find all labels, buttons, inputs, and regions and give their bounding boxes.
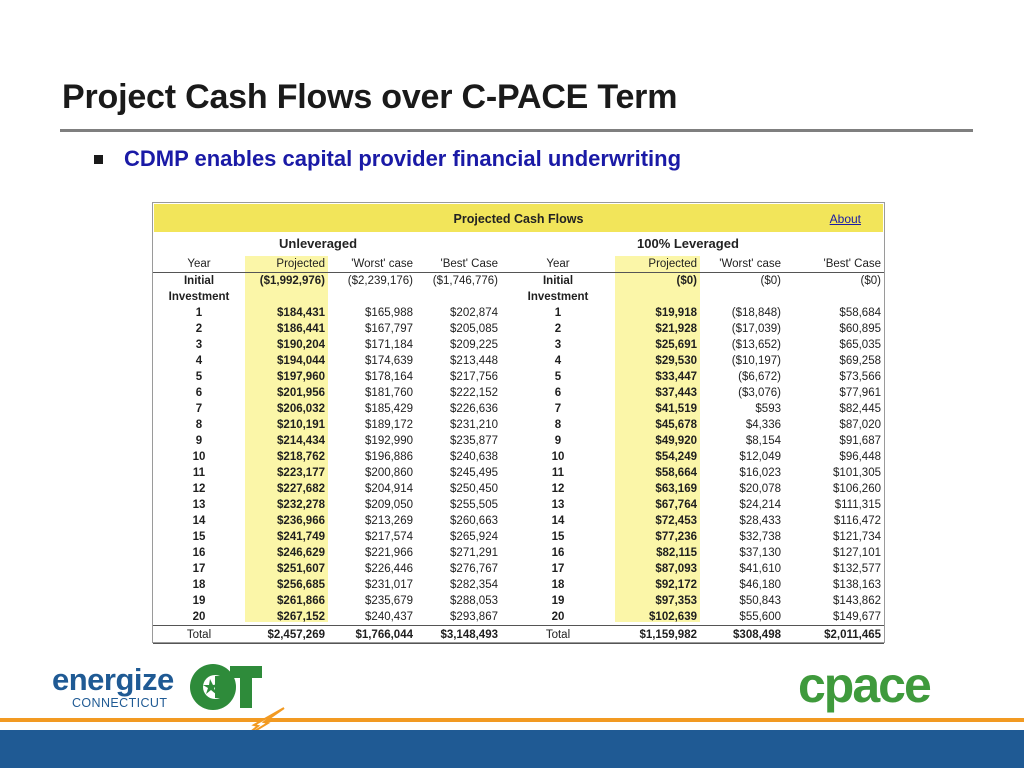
best-case-cell: $127,101 <box>833 547 881 559</box>
projected-cell: $82,115 <box>656 547 697 559</box>
projected-cell: $206,032 <box>277 403 325 415</box>
projected-cell: $214,434 <box>277 435 325 447</box>
best-case-cell: $240,638 <box>450 451 498 463</box>
table-header-row <box>153 256 884 273</box>
year-cell: 7 <box>195 403 203 415</box>
energize-wordmark: energize <box>52 662 174 697</box>
best-case-cell: $226,636 <box>450 403 498 415</box>
bullet-item <box>94 146 681 172</box>
table-row <box>153 545 884 561</box>
total-value: $2,457,269 <box>245 626 328 644</box>
table-row <box>153 273 884 290</box>
projected-cell: $37,443 <box>655 387 697 399</box>
year-cell: 15 <box>551 531 565 543</box>
best-case-cell: $77,961 <box>839 387 881 399</box>
worst-case-cell: $221,966 <box>365 547 413 559</box>
year-cell: 9 <box>195 435 203 447</box>
worst-case-cell: $171,184 <box>365 339 413 351</box>
total-label: Total <box>501 626 615 644</box>
cpace-logo <box>798 660 976 718</box>
best-case-cell: $222,152 <box>450 387 498 399</box>
projected-cell: $29,530 <box>655 355 697 367</box>
year-cell: 16 <box>192 547 206 559</box>
projected-cell: $21,928 <box>655 323 697 335</box>
best-case-cell: $260,663 <box>450 515 498 527</box>
projected-cell: $232,278 <box>277 499 325 511</box>
year-cell: 1 <box>554 307 562 319</box>
col-header-year: Year <box>501 256 615 273</box>
projected-cell: $246,629 <box>277 547 325 559</box>
best-case-cell: $121,734 <box>833 531 881 543</box>
total-value: $1,766,044 <box>328 626 416 644</box>
best-case-cell <box>416 289 501 305</box>
projected-cell: $67,764 <box>655 499 697 511</box>
best-case-cell: $213,448 <box>450 355 498 367</box>
table-row <box>153 433 884 449</box>
best-case-cell: $73,566 <box>839 371 881 383</box>
year-cell: 20 <box>192 611 206 623</box>
total-label: Total <box>153 626 245 644</box>
year-cell: 3 <box>195 339 203 351</box>
worst-case-cell: $185,429 <box>365 403 413 415</box>
projected-cell: $97,353 <box>655 595 697 607</box>
year-cell: 4 <box>195 355 203 367</box>
best-case-cell: $202,874 <box>450 307 498 319</box>
year-cell: 8 <box>554 419 562 431</box>
best-case-cell: $138,163 <box>833 579 881 591</box>
best-case-cell: $288,053 <box>450 595 498 607</box>
worst-case-cell: $46,180 <box>739 579 781 591</box>
col-header-projected: Projected <box>245 256 328 273</box>
table-row <box>153 529 884 545</box>
worst-case-cell: $235,679 <box>365 595 413 607</box>
worst-case-cell: $181,760 <box>365 387 413 399</box>
section-title-leveraged: 100% Leveraged <box>637 236 739 251</box>
worst-case-cell: $165,988 <box>365 307 413 319</box>
year-cell: 12 <box>192 483 206 495</box>
ct-logo-icon <box>188 662 264 712</box>
year-cell: 10 <box>551 451 565 463</box>
projected-cell: $33,447 <box>655 371 697 383</box>
table-title: Projected Cash Flows <box>453 212 584 226</box>
projected-cell: $186,441 <box>277 323 325 335</box>
best-case-cell: $205,085 <box>450 323 498 335</box>
projected-cell <box>245 289 328 305</box>
best-case-cell: $65,035 <box>839 339 881 351</box>
year-cell: 3 <box>554 339 562 351</box>
projected-cell: $210,191 <box>277 419 325 431</box>
best-case-cell: $265,924 <box>450 531 498 543</box>
best-case-cell: $209,225 <box>450 339 498 351</box>
year-cell: 6 <box>195 387 203 399</box>
year-cell: 8 <box>195 419 203 431</box>
table-row <box>153 289 884 305</box>
year-cell: 16 <box>551 547 565 559</box>
cash-flow-table-panel <box>152 202 885 643</box>
col-header-best: 'Best' Case <box>416 256 501 273</box>
projected-cell: ($0) <box>676 275 697 287</box>
projected-cell: $227,682 <box>277 483 325 495</box>
table-row <box>153 497 884 513</box>
best-case-cell: $82,445 <box>839 403 881 415</box>
year-cell: 15 <box>192 531 206 543</box>
table-row <box>153 577 884 593</box>
year-cell: 1 <box>195 307 203 319</box>
projected-cell: $190,204 <box>277 339 325 351</box>
projected-cell: $241,749 <box>277 531 325 543</box>
best-case-cell: ($0) <box>860 275 881 287</box>
worst-case-cell: $200,860 <box>365 467 413 479</box>
best-case-cell: $132,577 <box>833 563 881 575</box>
year-cell: 14 <box>192 515 206 527</box>
projected-cell: ($1,992,976) <box>259 275 325 287</box>
projected-cell: $236,966 <box>277 515 325 527</box>
year-cell: 19 <box>551 595 565 607</box>
projected-cell: $63,169 <box>655 483 697 495</box>
worst-case-cell <box>700 289 784 305</box>
table-total-row <box>153 626 884 644</box>
year-cell: 2 <box>195 323 203 335</box>
table-row <box>153 449 884 465</box>
projected-cell: $25,691 <box>655 339 697 351</box>
table-row <box>153 593 884 609</box>
best-case-cell: $271,291 <box>450 547 498 559</box>
worst-case-cell: $240,437 <box>365 611 413 623</box>
projected-cell: $19,918 <box>655 307 697 319</box>
year-cell: 18 <box>192 579 206 591</box>
bullet-text: CDMP enables capital provider financial underwriting <box>124 146 682 171</box>
year-cell: 13 <box>551 499 565 511</box>
worst-case-cell: ($13,652) <box>731 339 781 351</box>
best-case-cell: $111,315 <box>834 499 881 511</box>
year-cell: Initial <box>183 275 215 287</box>
best-case-cell: $231,210 <box>450 419 498 431</box>
worst-case-cell: $196,886 <box>365 451 413 463</box>
footer-blue-bar <box>0 730 1024 768</box>
worst-case-cell: $12,049 <box>739 451 781 463</box>
year-cell: 9 <box>554 435 562 447</box>
projected-cell: $77,236 <box>655 531 697 543</box>
col-header-projected: Projected <box>615 256 700 273</box>
year-cell: 20 <box>551 611 565 623</box>
footer-orange-stripe <box>0 718 1024 722</box>
worst-case-cell: $4,336 <box>745 419 781 431</box>
worst-case-cell <box>328 289 416 305</box>
projected-cell: $54,249 <box>655 451 697 463</box>
table-row <box>153 353 884 369</box>
bullet-square-icon <box>94 155 103 164</box>
projected-cell: $201,956 <box>277 387 325 399</box>
projected-cell: $184,431 <box>277 307 325 319</box>
projected-cell <box>615 289 700 305</box>
worst-case-cell: $217,574 <box>365 531 413 543</box>
worst-case-cell: ($10,197) <box>731 355 781 367</box>
best-case-cell: $69,258 <box>839 355 881 367</box>
worst-case-cell: $24,214 <box>739 499 781 511</box>
year-cell: 12 <box>551 483 565 495</box>
year-cell: 6 <box>554 387 562 399</box>
year-cell: Investment <box>168 291 230 303</box>
worst-case-cell: ($18,848) <box>731 307 781 319</box>
table-row <box>153 609 884 626</box>
year-cell: 11 <box>192 467 206 479</box>
worst-case-cell: $593 <box>755 403 781 415</box>
col-header-worst: 'Worst' case <box>700 256 784 273</box>
table-row <box>153 321 884 337</box>
best-case-cell: $60,895 <box>839 323 881 335</box>
title-divider <box>60 129 973 132</box>
total-value: $308,498 <box>700 626 784 644</box>
year-cell: Investment <box>527 291 589 303</box>
table-header-bar <box>154 204 883 232</box>
worst-case-cell: $209,050 <box>365 499 413 511</box>
worst-case-cell: $226,446 <box>365 563 413 575</box>
worst-case-cell: $20,078 <box>739 483 781 495</box>
best-case-cell: $255,505 <box>450 499 498 511</box>
projected-cell: $197,960 <box>277 371 325 383</box>
worst-case-cell: $8,154 <box>745 435 781 447</box>
worst-case-cell: $231,017 <box>365 579 413 591</box>
projected-cell: $218,762 <box>277 451 325 463</box>
best-case-cell: $250,450 <box>450 483 498 495</box>
year-cell: 10 <box>192 451 206 463</box>
best-case-cell: $143,862 <box>833 595 881 607</box>
year-cell: 13 <box>192 499 206 511</box>
year-cell: Initial <box>542 275 574 287</box>
worst-case-cell: ($0) <box>760 275 781 287</box>
table-row <box>153 337 884 353</box>
projected-cell: $49,920 <box>655 435 697 447</box>
projected-cell: $92,172 <box>655 579 697 591</box>
year-cell: 18 <box>551 579 565 591</box>
best-case-cell: $116,472 <box>833 515 881 527</box>
best-case-cell: $96,448 <box>839 451 881 463</box>
projected-cell: $41,519 <box>655 403 697 415</box>
worst-case-cell: $41,610 <box>739 563 781 575</box>
worst-case-cell: $178,164 <box>365 371 413 383</box>
best-case-cell: $217,756 <box>450 371 498 383</box>
projected-cell: $58,664 <box>655 467 697 479</box>
projected-cell: $256,685 <box>277 579 325 591</box>
worst-case-cell: $16,023 <box>739 467 781 479</box>
year-cell: 5 <box>554 371 562 383</box>
projected-cell: $251,607 <box>277 563 325 575</box>
projected-cell: $223,177 <box>277 467 325 479</box>
projected-cell: $267,152 <box>277 611 325 623</box>
best-case-cell: $101,305 <box>833 467 881 479</box>
year-cell: 14 <box>551 515 565 527</box>
table-row <box>153 561 884 577</box>
table-row <box>153 465 884 481</box>
projected-cell: $72,453 <box>655 515 697 527</box>
worst-case-cell: ($6,672) <box>738 371 781 383</box>
best-case-cell <box>784 289 884 305</box>
projected-cell: $194,044 <box>277 355 325 367</box>
table-row <box>153 417 884 433</box>
table-row <box>153 385 884 401</box>
projected-cell: $87,093 <box>655 563 697 575</box>
year-cell: 5 <box>195 371 203 383</box>
year-cell: 4 <box>554 355 562 367</box>
year-cell: 17 <box>551 563 565 575</box>
col-header-best: 'Best' Case <box>784 256 884 273</box>
year-cell: 11 <box>551 467 565 479</box>
table-row <box>153 305 884 321</box>
best-case-cell: $276,767 <box>450 563 498 575</box>
total-value: $2,011,465 <box>784 626 884 644</box>
year-cell: 17 <box>192 563 206 575</box>
table-row <box>153 369 884 385</box>
year-cell: 19 <box>192 595 206 607</box>
connecticut-wordmark: CONNECTICUT <box>72 696 168 710</box>
best-case-cell: $58,684 <box>839 307 881 319</box>
year-cell: 7 <box>554 403 562 415</box>
worst-case-cell: $189,172 <box>365 419 413 431</box>
best-case-cell: $293,867 <box>450 611 498 623</box>
worst-case-cell: ($2,239,176) <box>347 275 413 287</box>
worst-case-cell: $204,914 <box>365 483 413 495</box>
best-case-cell: $245,495 <box>450 467 498 479</box>
worst-case-cell: $37,130 <box>739 547 781 559</box>
table-row <box>153 481 884 497</box>
worst-case-cell: $28,433 <box>739 515 781 527</box>
total-value: $1,159,982 <box>615 626 700 644</box>
best-case-cell: ($1,746,776) <box>432 275 498 287</box>
energize-connecticut-logo <box>52 664 174 710</box>
table-row <box>153 401 884 417</box>
worst-case-cell: $55,600 <box>739 611 781 623</box>
worst-case-cell: ($17,039) <box>731 323 781 335</box>
best-case-cell: $87,020 <box>839 419 881 431</box>
projected-cell: $45,678 <box>655 419 697 431</box>
worst-case-cell: $32,738 <box>739 531 781 543</box>
worst-case-cell: $192,990 <box>365 435 413 447</box>
about-link[interactable]: About <box>829 212 861 226</box>
col-header-worst: 'Worst' case <box>328 256 416 273</box>
worst-case-cell: $174,639 <box>365 355 413 367</box>
section-title-unleveraged: Unleveraged <box>279 236 358 251</box>
best-case-cell: $149,677 <box>833 611 881 623</box>
projected-cell: $261,866 <box>277 595 325 607</box>
worst-case-cell: ($3,076) <box>738 387 781 399</box>
col-header-year: Year <box>153 256 245 273</box>
best-case-cell: $91,687 <box>839 435 881 447</box>
best-case-cell: $106,260 <box>833 483 881 495</box>
worst-case-cell: $213,269 <box>365 515 413 527</box>
year-cell: 2 <box>554 323 562 335</box>
best-case-cell: $282,354 <box>450 579 498 591</box>
cpace-wordmark: cpace <box>798 660 930 713</box>
projected-cell: $102,639 <box>649 611 697 623</box>
worst-case-cell: $167,797 <box>365 323 413 335</box>
best-case-cell: $235,877 <box>450 435 498 447</box>
slide-title: Project Cash Flows over C-PACE Term <box>62 78 678 116</box>
worst-case-cell: $50,843 <box>739 595 781 607</box>
cash-flow-grid <box>153 256 884 644</box>
table-row <box>153 513 884 529</box>
total-value: $3,148,493 <box>416 626 501 644</box>
